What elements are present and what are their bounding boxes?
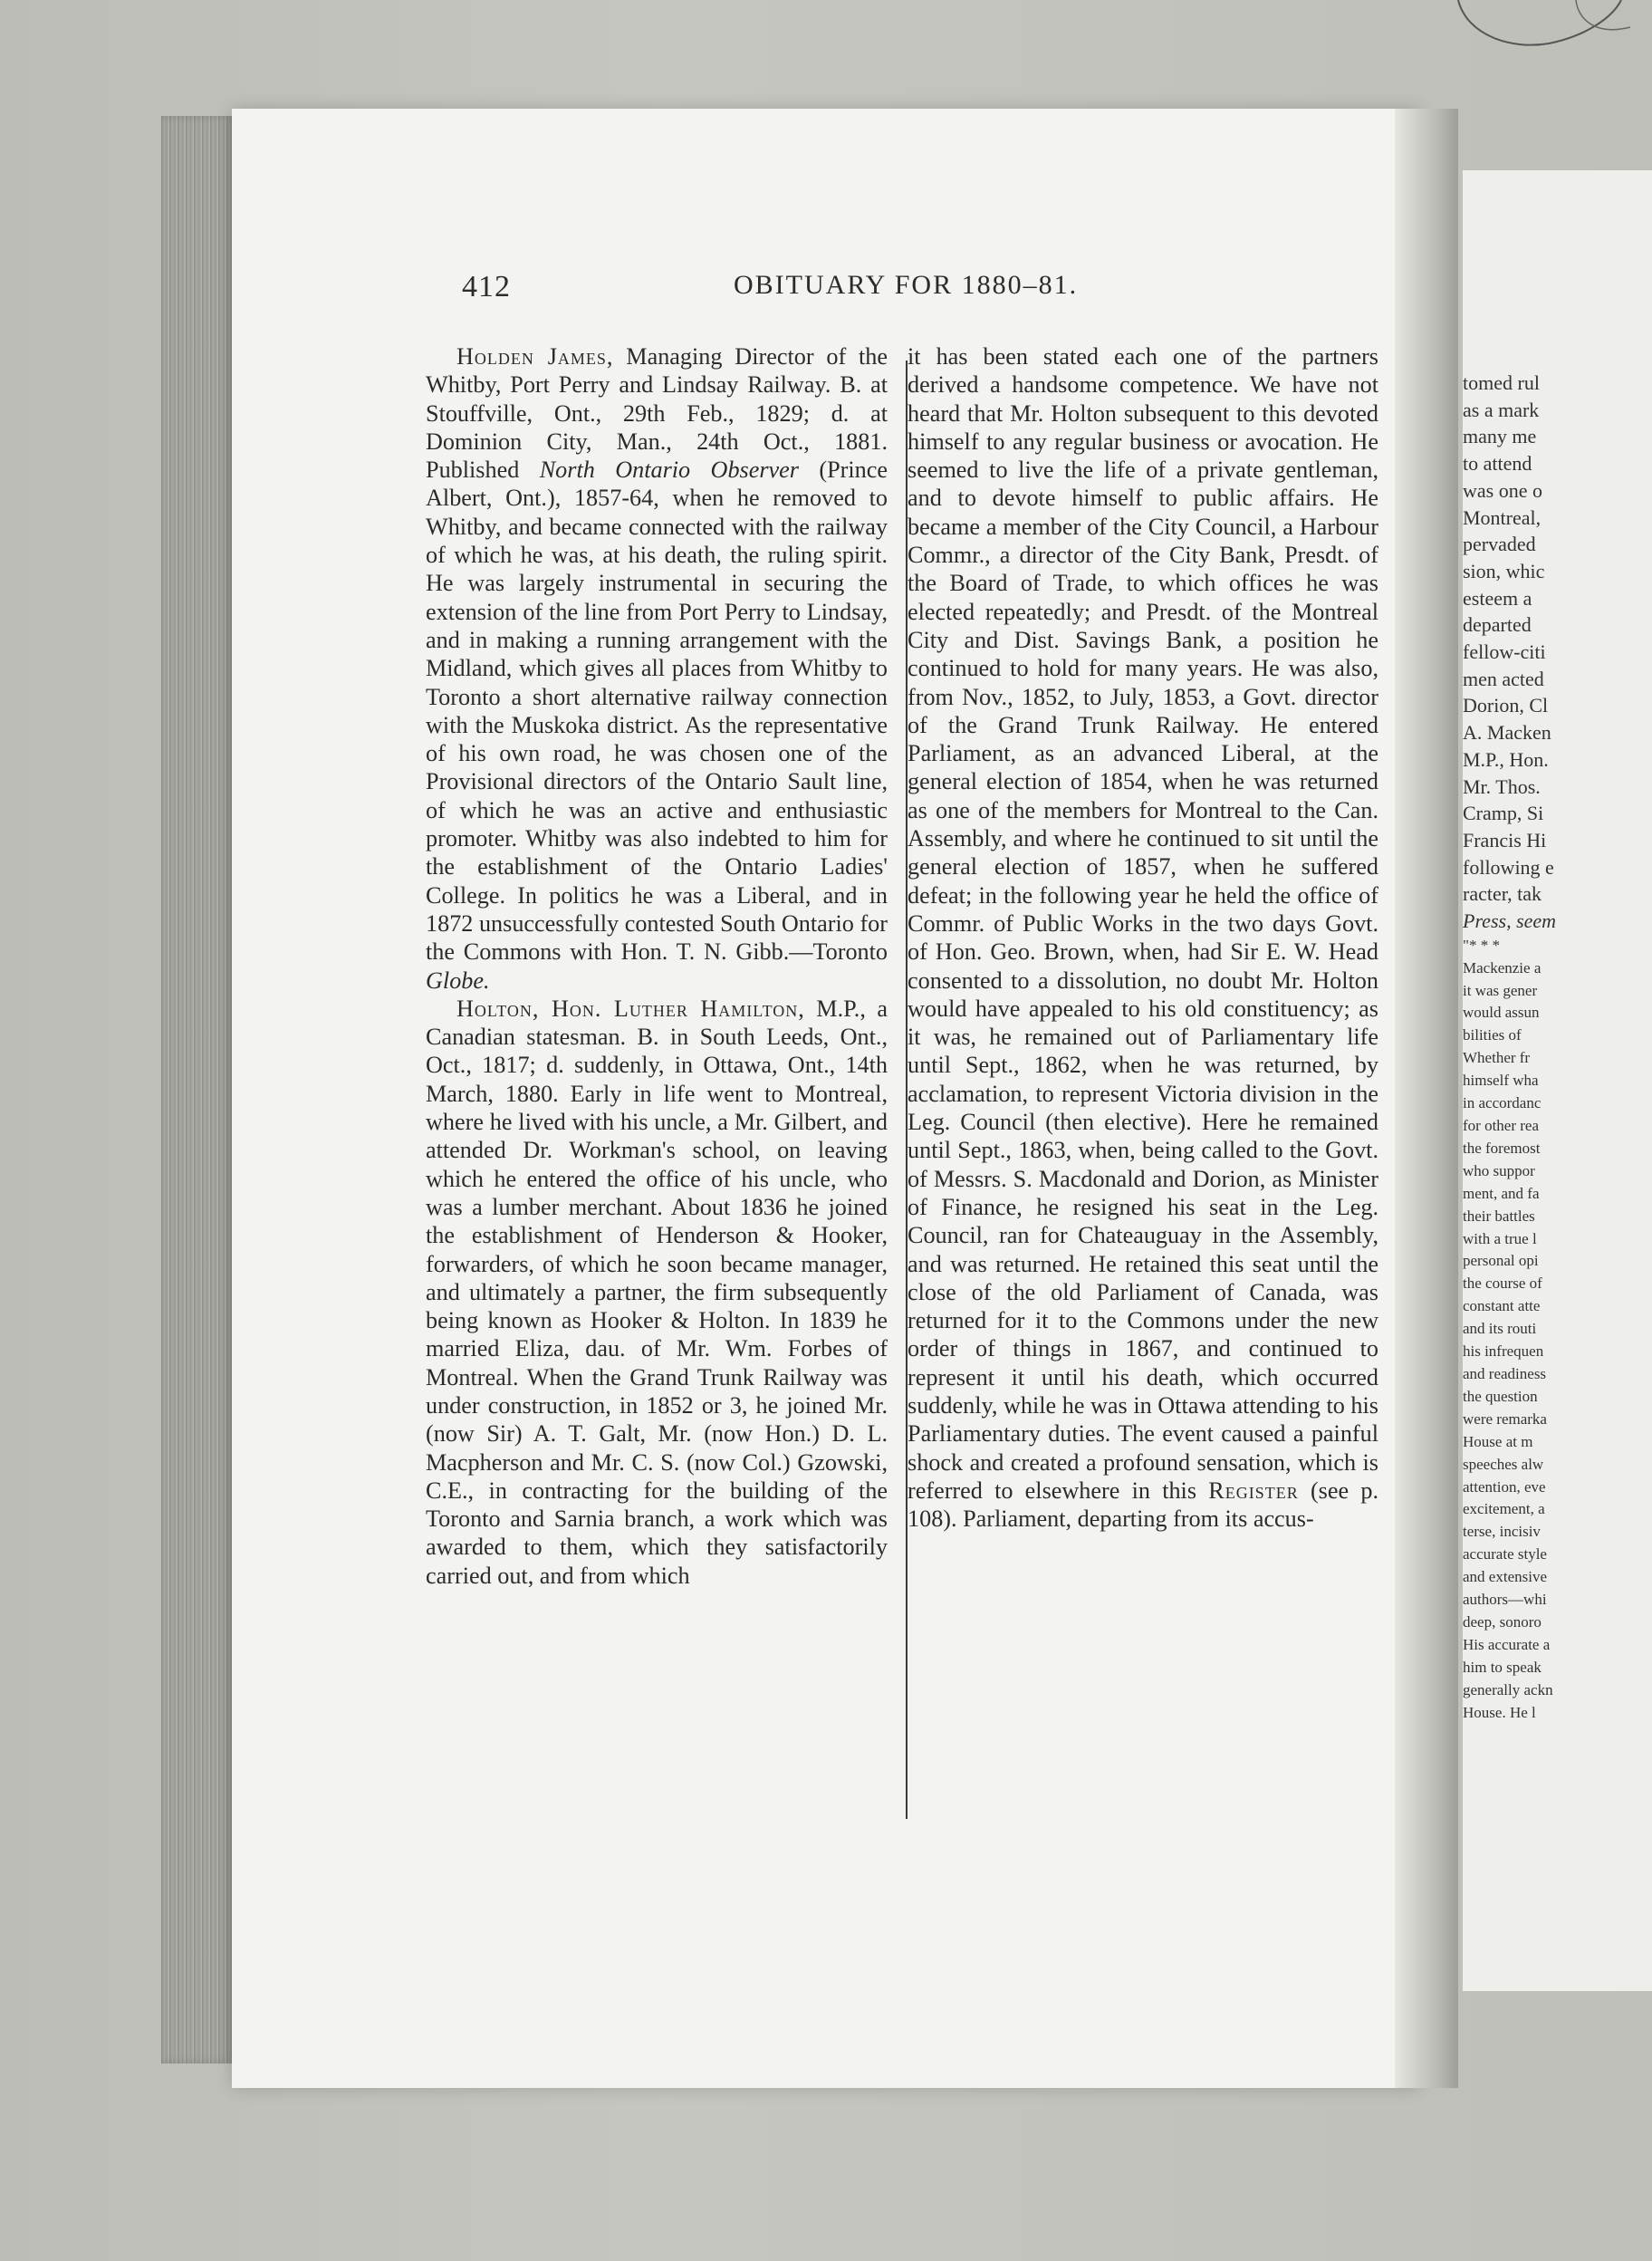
right-page-line: Montreal, <box>1463 505 1542 529</box>
right-page-small-line: were remarka <box>1463 1410 1547 1428</box>
right-page-line: departed <box>1463 613 1532 637</box>
right-page-small-line: authors—whi <box>1463 1591 1547 1609</box>
right-page-line: was one o <box>1463 478 1542 502</box>
entry-text: (see p. 108). Parliament, departing from its accus- <box>908 1477 1378 1533</box>
right-page-small-line: deep, sonoro <box>1463 1612 1542 1631</box>
right-page-fragment <box>1463 170 1652 1991</box>
book-page-edges <box>161 116 234 2064</box>
right-page-small-line: excitement, a <box>1463 1500 1545 1518</box>
page-title: OBITUARY FOR 1880–81. <box>734 270 1079 300</box>
entry-text: it has been stated each one of the partners derived a handsome competence. We have not heard that Mr. Holton subsequent to this devoted himself to any regular business or avocation. He seemed to live the life of a private gentleman, and to devote himself to public affairs. He became a member of the City Council, a Harbour Commr., a director of the City Bank, Presdt. of the Board of Trade, to which offices he was elected repeatedly; and Presdt. of the Montreal City and Dist. Savings Bank, a position he continued to hold for many years. He was also, from Nov., 1852, to July, 1853, a Govt. director of the Grand Trunk Railway. He entered Parliament, as an advanced Liberal, at the general election of 1854, when he was returned as one of the members for Montreal to the Can. Assembly, and where he continued to sit until the general election of 1857, when he suffered defeat; in the following year he held the office of Commr. of Public Works in the two days Govt. of Hon. Geo. Brown, when, had Sir E. W. Head consented to a dissolution, no doubt Mr. Holton would have appealed to his old constituency; as it was, he remained out of Parliamentary life until Sept., 1862, when he was returned, by acclamation, to represent Victoria division in the Leg. Council (then elective). Here he remained until Sept., 1863, when, being called to the Govt. of Messrs. S. Macdonald and Dorion, as Minister of Finance, he resigned his seat in the Leg. Council, ran for Chateauguay in the Assembly, and was returned. He retained this seat until the close of the old Parliament of Canada, was returned for it to the Commons under the new order of things in 1867, and continued to represent it until his death, which occurred suddenly, while he was in Ottawa attending to his Parliamentary duties. The event caused a painful shock and created a profound sensation, which is referred to elsewhere in this <box>908 343 1378 1504</box>
right-page-small-line: the course of <box>1463 1275 1542 1293</box>
right-page-line: tomed rul <box>1463 371 1540 394</box>
entry-italic: North Ontario Observer <box>539 457 799 484</box>
right-page-line: A. Macken <box>1463 721 1551 745</box>
right-page-small-line: him to speak <box>1463 1658 1542 1676</box>
right-page-line: Dorion, Cl <box>1463 694 1549 717</box>
right-page-small-line: the foremost <box>1463 1139 1541 1157</box>
entry-text: (Prince Albert, Ont.), 1857-64, when he removed to Whitby, and became connected with the railway of which he was, at his death, the ruling spirit. He was largely instrumental in securing the extension of the line from Port Perry to Lindsay, and in making a running arrangement with the Midland, which gives all places from Whitby to Toronto a short alternative railway connection with the Muskoka district. As the representative of his own road, he was chosen one of the Provisional directors of the Ontario Sault line, of which he was an active and enthusiastic promoter. Whitby was also indebted to him for the establishment of the Ontario Ladies' College. In politics he was a Liberal, and in 1872 unsuccessfully contested South Ontario for the Commons with Hon. T. N. Gibb.—Toronto <box>426 457 888 966</box>
right-page-line: esteem a <box>1463 586 1532 610</box>
right-page-line: fellow-citi <box>1463 640 1546 664</box>
right-page-small-line: constant atte <box>1463 1297 1541 1315</box>
right-page-small-line: personal opi <box>1463 1252 1539 1270</box>
right-page-small-line: Whether fr <box>1463 1049 1531 1067</box>
right-page-small-line: generally ackn <box>1463 1680 1553 1698</box>
right-page-small-line: their battles <box>1463 1207 1535 1225</box>
right-page-line: Press, seem <box>1463 909 1557 933</box>
right-page-line: Cramp, Si <box>1463 802 1544 825</box>
entry-name: Holden James, <box>456 343 614 370</box>
pencil-scribble <box>1440 0 1652 63</box>
right-page-small-line: and its routi <box>1463 1320 1537 1338</box>
right-page-small-line: who suppor <box>1463 1161 1535 1179</box>
right-page-small-line: speeches alw <box>1463 1455 1544 1473</box>
entry-text: M.P., a Canadian statesman. B. in South Leeds, Ont., Oct., 1817; d. suddenly, in Ottawa, Ont., 14th March, 1880. Early in life went to Montreal, where he lived with his uncle, a Mr. Gilbert, and attended Dr. Workman's school, on leaving which he entered the office of his uncle, who was a lumber merchant. About 1836 he joined the establishment of Henderson & Hooker, forwarders, of which he soon became manager, and ultimately a partner, the firm subsequently being known as Hooker & Holton. In 1839 he married Eliza, dau. of Mr. Wm. Forbes of Montreal. When the Grand Trunk Railway was under construction, in 1852 or 3, he joined Mr. (now Sir) A. T. Galt, Mr. (now Hon.) D. L. Macpherson and Mr. C. S. (now Col.) Gzowski, C.E., in contracting for the building of the Toronto and Sarnia branch, a work which was awarded to them, which they satisfactorily carried out, and from which <box>426 995 888 1589</box>
page-number: 412 <box>462 270 511 303</box>
right-page-line: as a mark <box>1463 398 1540 421</box>
entry-name: Holton, Hon. Luther Hamilton, <box>456 995 805 1022</box>
right-page-small-line: and extensive <box>1463 1568 1547 1586</box>
right-page-small-line: House at m <box>1463 1432 1533 1450</box>
right-page-small-line: attention, eve <box>1463 1477 1546 1496</box>
entry-source: Globe. <box>426 967 490 994</box>
right-page-line: following e <box>1463 855 1554 879</box>
right-page-line: M.P., Hon. <box>1463 747 1549 771</box>
right-page-small-line: the question <box>1463 1387 1538 1405</box>
right-page-small-line: Mackenzie a <box>1463 958 1542 977</box>
middle-column <box>908 342 1378 1533</box>
right-page-small-line: terse, incisiv <box>1463 1523 1541 1541</box>
right-page-line: Francis Hi <box>1463 828 1547 851</box>
right-page-small-line: his infrequen <box>1463 1342 1544 1361</box>
right-page-line: pervaded <box>1463 533 1536 556</box>
right-page-line: men acted <box>1463 667 1544 690</box>
entry-holton <box>426 995 888 1590</box>
right-page-line: Mr. Thos. <box>1463 775 1541 798</box>
book-gutter <box>1395 109 1458 2088</box>
right-page-small-line: "* * * <box>1463 936 1500 954</box>
right-page-text <box>1463 370 1556 1724</box>
right-page-small-line: bilities of <box>1463 1026 1522 1044</box>
right-page-small-line: and readiness <box>1463 1364 1547 1382</box>
left-column <box>426 342 888 1590</box>
running-head <box>462 270 1349 324</box>
right-page-small-line: ment, and fa <box>1463 1184 1540 1202</box>
register-reference: Register <box>1208 1477 1299 1504</box>
entry-text: Managing Director of the Whitby, Port Perry and Lindsay Railway. B. at Stouffville, Ont., 29th Feb., 1829; d. at Dominion City, Man., 24th Oct., 1881. Published <box>426 343 888 484</box>
right-page-line: racter, tak <box>1463 882 1542 906</box>
entry-holden <box>426 342 888 995</box>
right-page-small-line: in accordanc <box>1463 1094 1542 1112</box>
entry-holton-continued <box>908 342 1378 1533</box>
right-page-small-line: House. He l <box>1463 1703 1536 1721</box>
right-page-small-line: would assun <box>1463 1004 1540 1022</box>
right-page-small-line: for other rea <box>1463 1117 1540 1135</box>
right-page-line: to attend <box>1463 452 1532 476</box>
right-page-small-line: accurate style <box>1463 1545 1547 1563</box>
right-page-small-line: His accurate a <box>1463 1635 1551 1653</box>
right-page-small-line: with a true l <box>1463 1229 1537 1247</box>
right-page-small-line: it was gener <box>1463 981 1538 999</box>
right-page-line: many me <box>1463 425 1537 448</box>
right-page-line: sion, whic <box>1463 559 1545 582</box>
right-page-small-line: himself wha <box>1463 1072 1539 1090</box>
